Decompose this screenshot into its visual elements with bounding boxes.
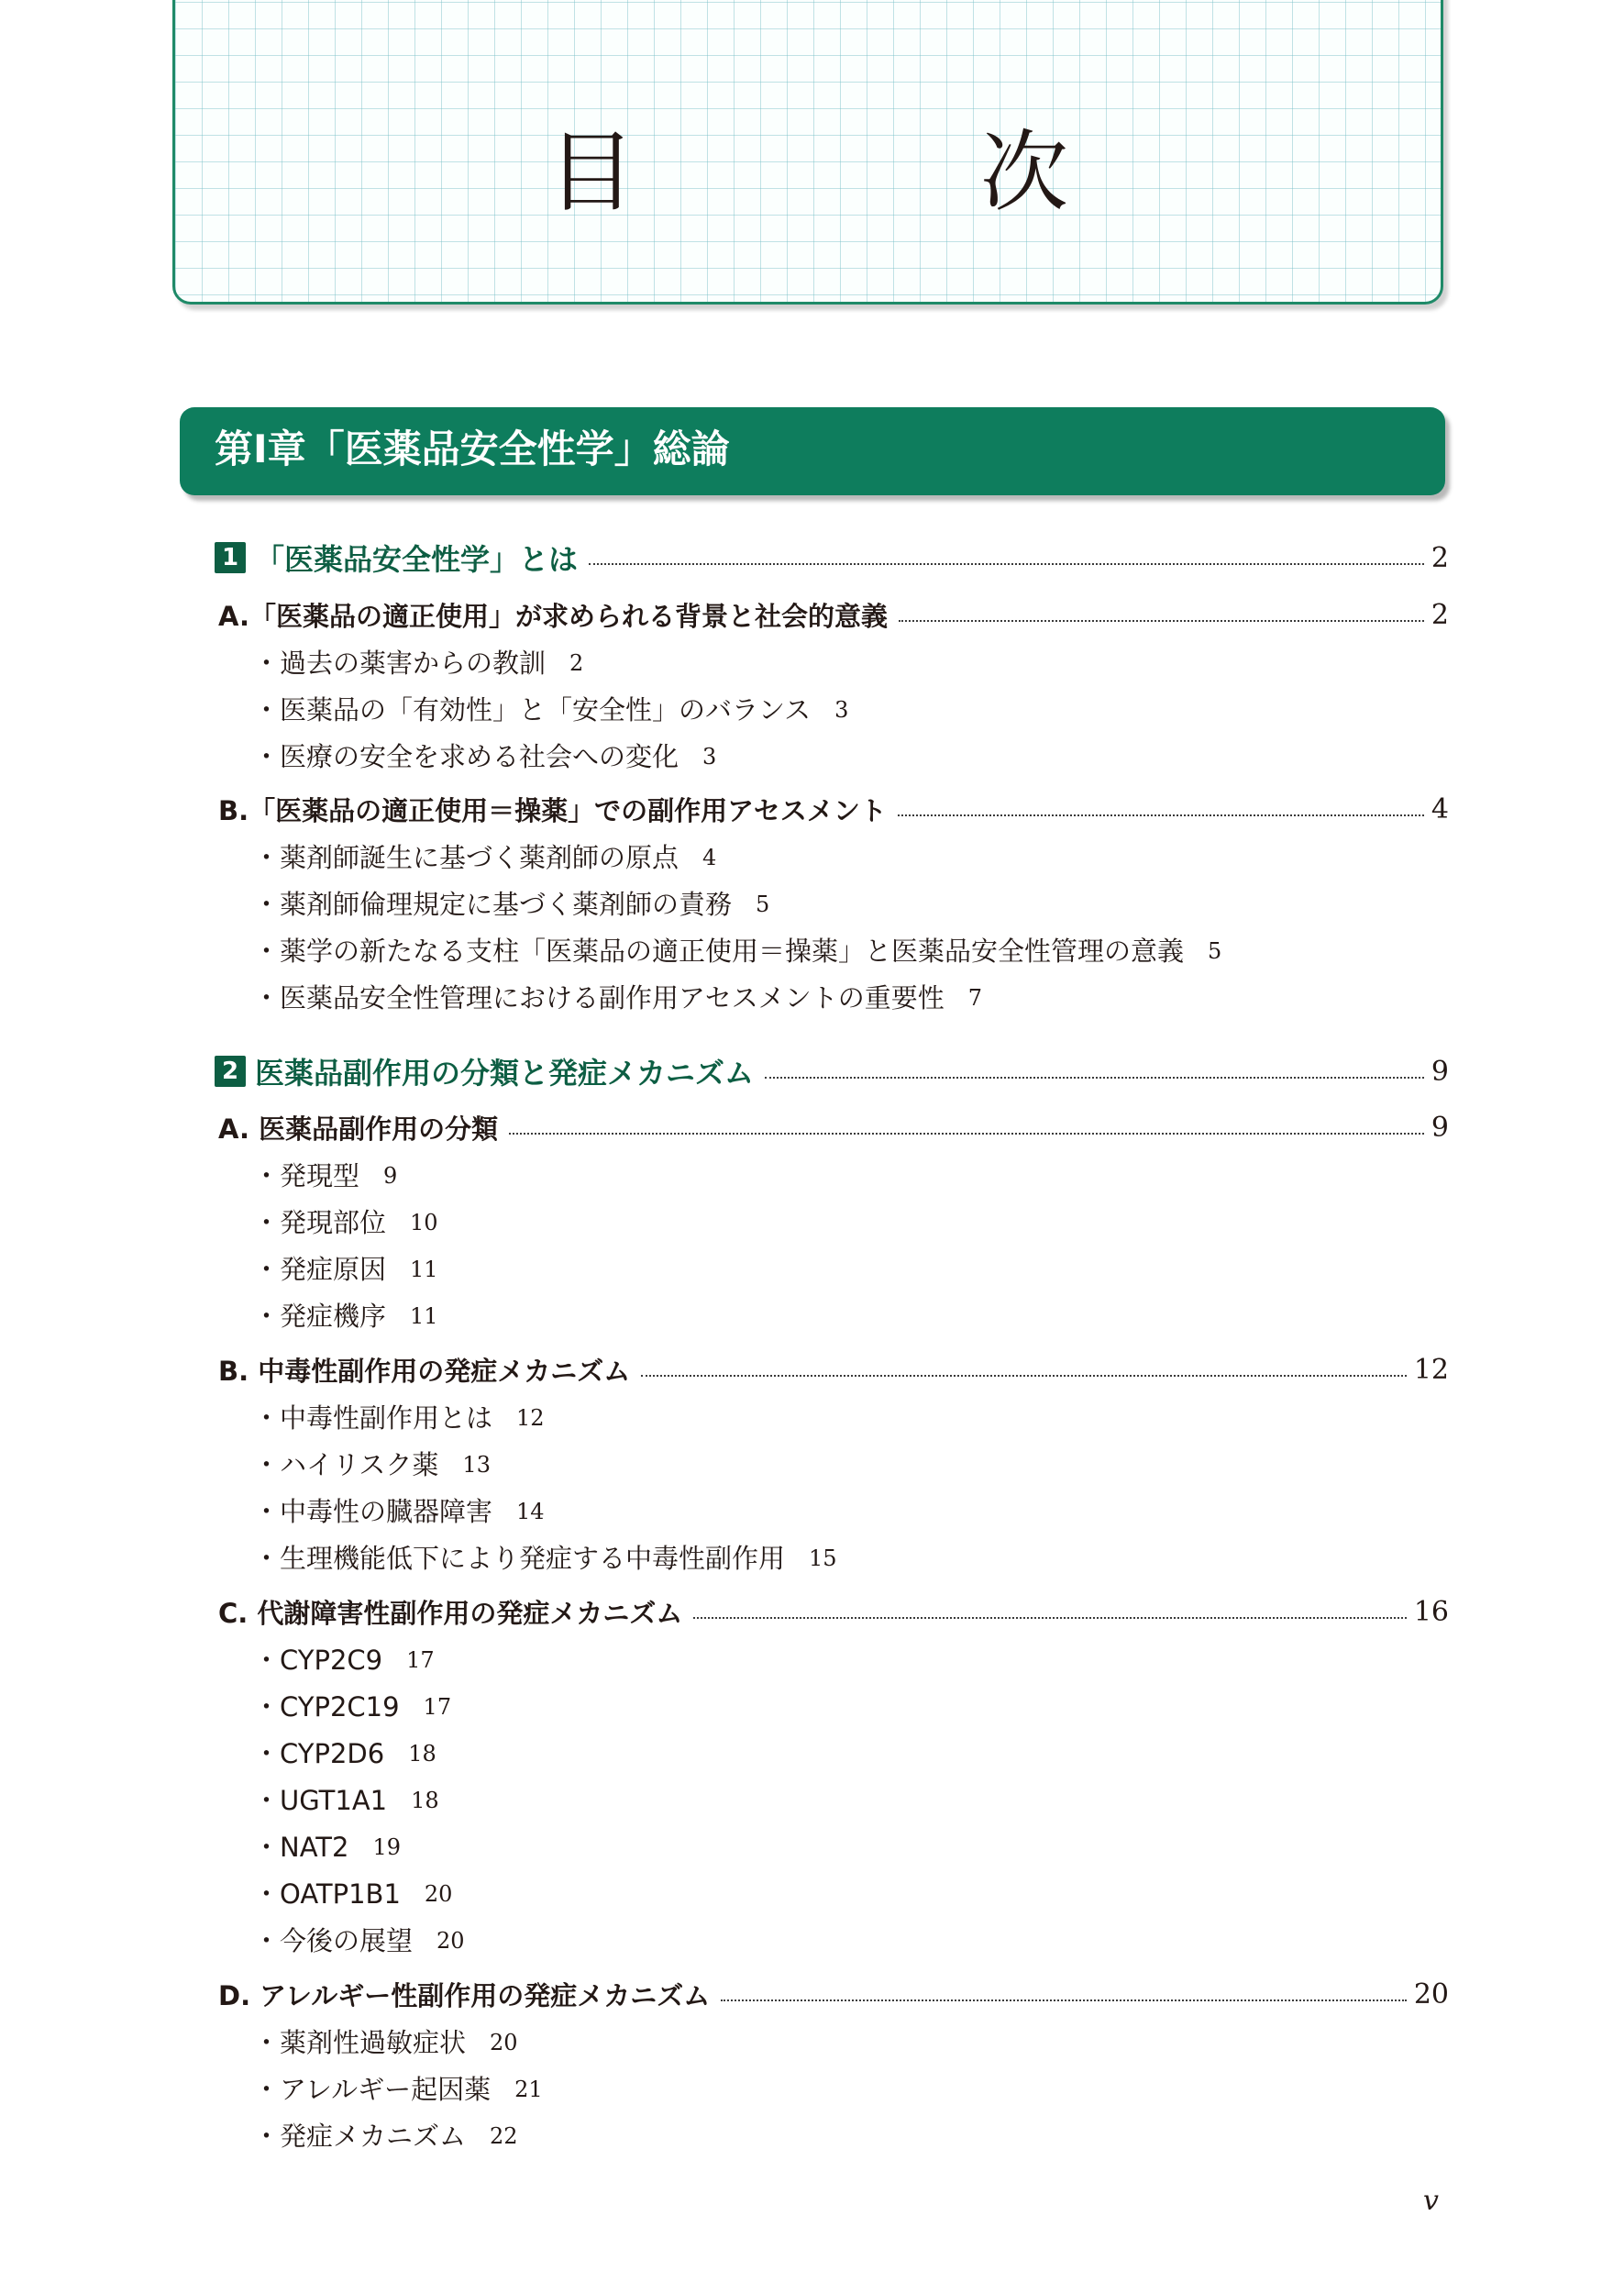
item-page: 4 <box>702 845 717 870</box>
toc-item[interactable] <box>253 1295 438 1334</box>
page-number: 9 <box>1431 1111 1449 1144</box>
subsection-2a[interactable] <box>218 1107 1449 1147</box>
toc-item[interactable] <box>253 930 1221 969</box>
item-page: 17 <box>423 1694 452 1720</box>
item-text: ・CYP2D6 <box>253 1737 385 1769</box>
item-page: 3 <box>702 744 717 770</box>
section-title: 医薬品副作用の分類と発症メカニズム <box>255 1056 755 1091</box>
dot-leader <box>509 1133 1424 1135</box>
item-page: 5 <box>756 892 770 917</box>
item-page: 15 <box>809 1545 837 1571</box>
subsection-title: A. 医薬品副作用の分類 <box>218 1113 499 1145</box>
subsection-1a[interactable] <box>218 594 1449 635</box>
item-text: ・過去の薬害からの教訓 <box>253 647 547 679</box>
toc-item[interactable] <box>253 1202 438 1240</box>
toc-item[interactable] <box>253 1537 837 1576</box>
page-number: 4 <box>1431 792 1449 825</box>
toc-item[interactable] <box>253 1779 439 1818</box>
subsection-title: B.「医薬品の適正使用＝操薬」での副作用アセスメント <box>218 794 887 826</box>
item-text: ・CYP2C9 <box>253 1644 383 1676</box>
dot-leader <box>898 814 1424 816</box>
toc-item[interactable] <box>253 2115 518 2154</box>
item-page: 12 <box>516 1405 545 1431</box>
toc-item[interactable] <box>253 1873 452 1911</box>
subsection-1b[interactable] <box>218 789 1449 829</box>
item-page: 11 <box>410 1257 438 1282</box>
item-page: 13 <box>462 1452 491 1478</box>
item-text: ・アレルギー起因薬 <box>253 2073 492 2105</box>
toc-item[interactable] <box>253 642 583 681</box>
page-number: 9 <box>1431 1055 1449 1088</box>
toc-item[interactable] <box>253 1248 438 1287</box>
item-page: 19 <box>372 1834 401 1860</box>
item-text: ・発現型 <box>253 1159 360 1191</box>
dot-leader <box>589 563 1424 565</box>
item-text: ・ハイリスク薬 <box>253 1448 439 1480</box>
item-text: ・医薬品の「有効性」と「安全性」のバランス <box>253 693 812 726</box>
page-number: 20 <box>1413 1977 1449 2011</box>
item-page: 9 <box>383 1163 398 1189</box>
item-text: ・OATP1B1 <box>253 1878 401 1910</box>
item-page: 21 <box>514 2077 543 2102</box>
section-number-badge: 2 <box>215 1056 246 1087</box>
item-page: 20 <box>490 2030 518 2055</box>
section-1[interactable] <box>215 537 1449 579</box>
toc-item[interactable] <box>253 1920 465 1958</box>
item-text: ・発現部位 <box>253 1206 387 1238</box>
page-number: 16 <box>1413 1595 1449 1628</box>
toc-item[interactable] <box>253 977 982 1015</box>
item-page: 22 <box>490 2123 518 2149</box>
item-page: 10 <box>410 1210 438 1235</box>
item-page: 18 <box>408 1741 436 1767</box>
toc-item[interactable] <box>253 736 716 774</box>
item-text: ・薬剤師誕生に基づく薬剤師の原点 <box>253 841 679 873</box>
item-page: 14 <box>516 1499 545 1524</box>
dot-leader <box>899 620 1424 622</box>
item-page: 11 <box>410 1303 438 1329</box>
dot-leader <box>641 1375 1407 1377</box>
item-text: ・生理機能低下により発症する中毒性副作用 <box>253 1542 786 1574</box>
item-text: ・NAT2 <box>253 1831 349 1863</box>
dot-leader <box>693 1617 1406 1619</box>
section-2[interactable] <box>215 1050 1449 1092</box>
toc-item[interactable] <box>253 1155 397 1193</box>
toc-item[interactable] <box>253 689 848 727</box>
subsection-2b[interactable] <box>218 1349 1449 1390</box>
toc-item[interactable] <box>253 1639 435 1678</box>
item-text: ・薬剤性過敏症状 <box>253 2026 467 2058</box>
subsection-2c[interactable] <box>218 1591 1449 1632</box>
item-page: 20 <box>436 1928 465 1954</box>
subsection-2d[interactable] <box>218 1974 1449 2014</box>
section-number-badge: 1 <box>215 542 246 573</box>
item-page: 7 <box>967 985 982 1011</box>
item-text: ・医療の安全を求める社会への変化 <box>253 740 679 772</box>
item-text: ・今後の展望 <box>253 1924 414 1956</box>
item-text: ・CYP2C19 <box>253 1690 400 1723</box>
item-page: 3 <box>834 697 849 723</box>
toc-item[interactable] <box>253 1733 436 1771</box>
toc-item[interactable] <box>253 1490 545 1529</box>
item-text: ・中毒性の臓器障害 <box>253 1495 493 1527</box>
subsection-title: C. 代謝障害性副作用の発症メカニズム <box>218 1597 683 1629</box>
item-text: ・発症原因 <box>253 1253 387 1285</box>
item-page: 17 <box>406 1647 435 1673</box>
item-page: 20 <box>424 1881 453 1907</box>
toc-item[interactable] <box>253 2068 543 2107</box>
page-number: 2 <box>1431 541 1449 574</box>
item-text: ・薬学の新たなる支柱「医薬品の適正使用＝操薬」と医薬品安全性管理の意義 <box>253 935 1185 967</box>
page-folio: v <box>1423 2185 1439 2217</box>
toc-item[interactable] <box>253 1444 491 1482</box>
toc-item[interactable] <box>253 836 716 875</box>
item-text: ・医薬品安全性管理における副作用アセスメントの重要性 <box>253 981 945 1014</box>
section-title: 「医薬品安全性学」とは <box>255 542 579 577</box>
item-page: 18 <box>411 1788 439 1813</box>
page-number: 12 <box>1413 1353 1449 1386</box>
dot-leader <box>721 1999 1407 2001</box>
page-title: 目 次 <box>547 121 1197 224</box>
toc-item[interactable] <box>253 1397 545 1435</box>
toc-item[interactable] <box>253 1826 401 1865</box>
item-page: 5 <box>1208 938 1222 964</box>
dot-leader <box>765 1077 1424 1079</box>
item-text: ・薬剤師倫理規定に基づく薬剤師の責務 <box>253 888 733 920</box>
item-text: ・発症メカニズム <box>253 2120 467 2152</box>
item-text: ・UGT1A1 <box>253 1784 388 1816</box>
subsection-title: A.「医薬品の適正使用」が求められる背景と社会的意義 <box>218 600 888 632</box>
toc-item[interactable] <box>253 883 769 922</box>
toc-item[interactable] <box>253 1686 451 1724</box>
item-text: ・発症機序 <box>253 1300 387 1332</box>
page-number: 2 <box>1431 598 1449 631</box>
item-text: ・中毒性副作用とは <box>253 1401 493 1434</box>
subsection-title: D. アレルギー性副作用の発症メカニズム <box>218 1979 711 2011</box>
toc-item[interactable] <box>253 2022 518 2060</box>
subsection-title: B. 中毒性副作用の発症メカニズム <box>218 1355 631 1387</box>
item-page: 2 <box>569 650 584 676</box>
chapter-title: 第Ⅰ章「医薬品安全性学」総論 <box>215 426 730 471</box>
